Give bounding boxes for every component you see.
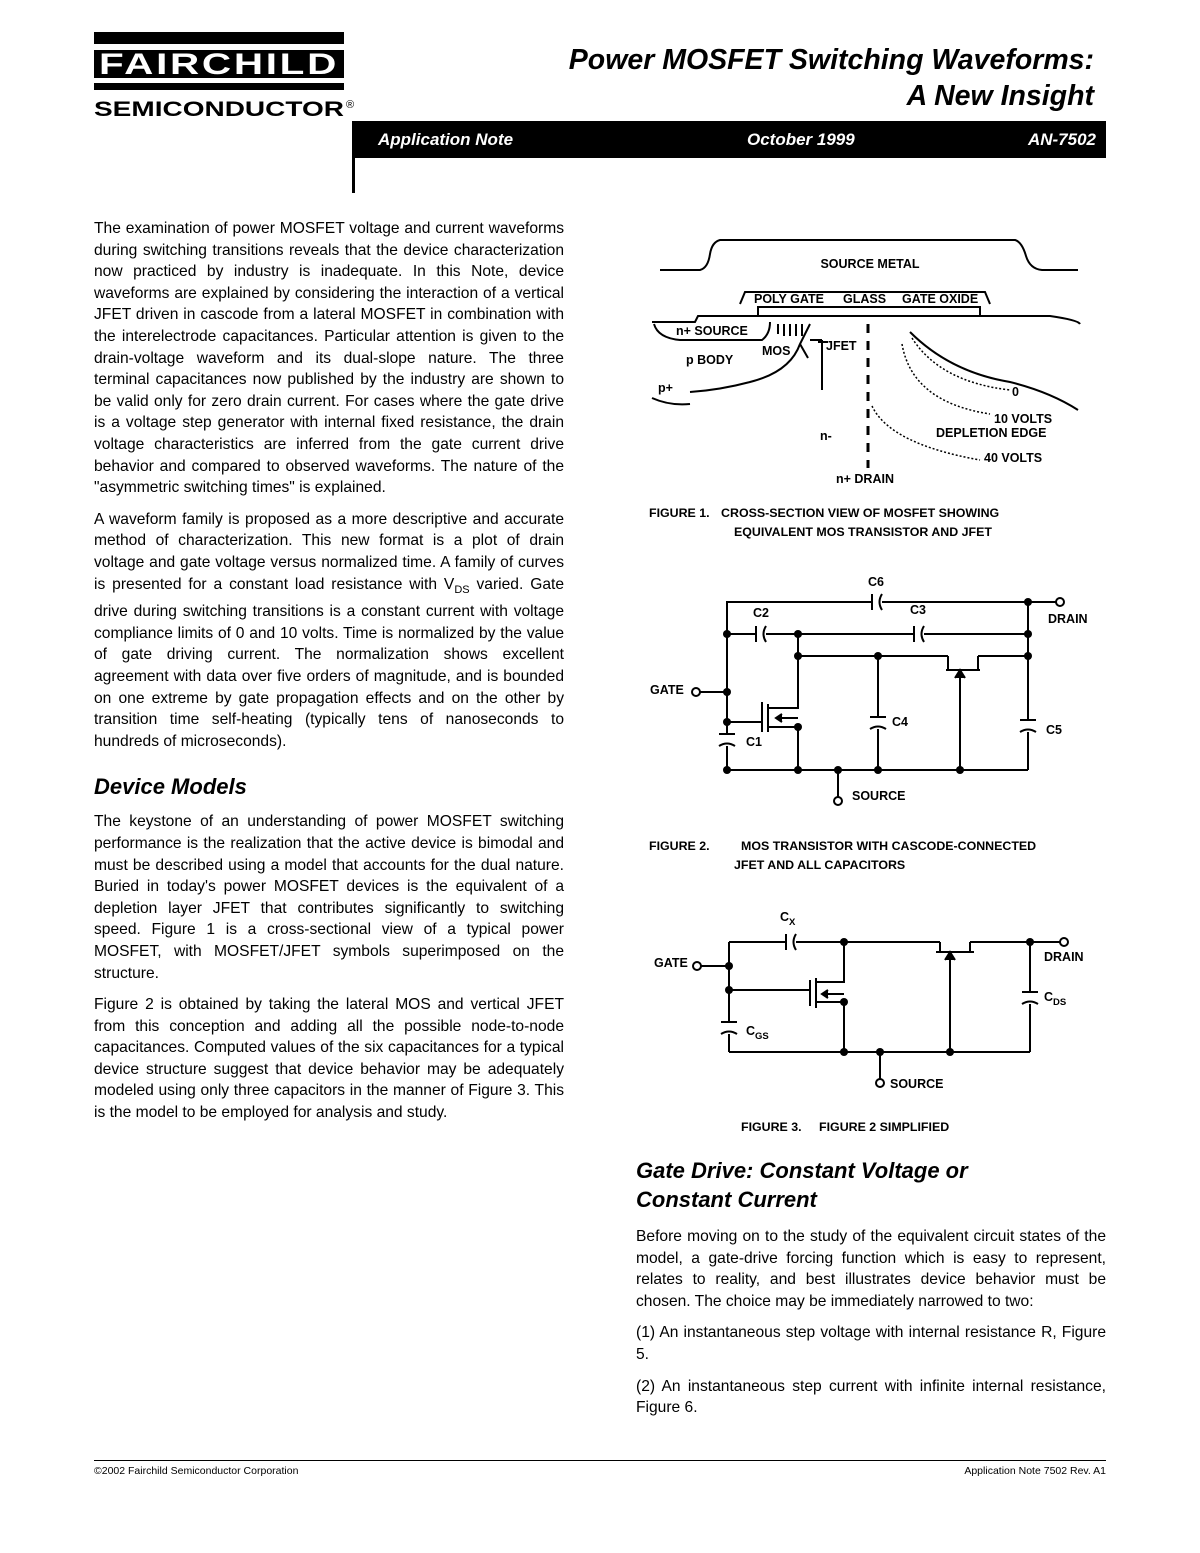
figure-3-simplified-circuit	[650, 906, 1100, 1096]
fig2-caption-line-1: MOS TRANSISTOR WITH CASCODE-CONNECTED	[741, 839, 1037, 853]
fig2-c4-label: C4	[892, 715, 908, 729]
svg-text:FAIRCHILD: FAIRCHILD	[99, 48, 339, 81]
title-line-2: A New Insight	[906, 80, 1094, 112]
fig1-40-volts-label: 40 VOLTS	[984, 451, 1043, 465]
fig3-source-label: SOURCE	[890, 1077, 944, 1091]
fig3-drain-label: DRAIN	[1044, 950, 1084, 964]
fig1-caption-number: FIGURE 1.	[649, 506, 710, 520]
gate-drive-option-1: (1) An instantaneous step voltage with internal resistance R, Figure 5.	[636, 1324, 1106, 1363]
fig1-n-minus-label: n-	[820, 429, 832, 443]
fig2-caption-line-2: JFET AND ALL CAPACITORS	[734, 858, 906, 872]
fig1-depletion-edge-label: DEPLETION EDGE	[936, 426, 1047, 440]
fig1-mos-label: MOS	[762, 344, 791, 358]
fig1-caption-line-1: CROSS-SECTION VIEW OF MOSFET SHOWING	[721, 506, 1000, 520]
fig2-c5-label: C5	[1046, 723, 1062, 737]
svg-text:®: ®	[346, 99, 355, 111]
intro-paragraph-2	[94, 509, 564, 753]
svg-text:CX	[780, 910, 796, 928]
p2-text-a: A waveform family is proposed as a more descriptive and accurate method of characterization. This new format is a plot of drain voltage and gate voltage versus normalized time. A family of curves is presented for a constant load resistance with V	[94, 510, 564, 593]
fig1-source-metal-label: SOURCE METAL	[820, 257, 920, 271]
p2-subscript: DS	[454, 583, 470, 596]
gate-drive-heading-line-1: Gate Drive: Constant Voltage or	[636, 1158, 968, 1183]
fig1-gate-oxide-label: GATE OXIDE	[902, 292, 979, 306]
fig2-c3-label: C3	[910, 603, 926, 617]
fig2-drain-label: DRAIN	[1048, 612, 1088, 626]
fig3-cds-label: C	[1044, 990, 1054, 1004]
fig3-cgs-subscript: GS	[755, 1031, 769, 1042]
title-line-1: Power MOSFET Switching Waveforms:	[568, 44, 1094, 76]
fig1-n-drain-label: n+ DRAIN	[836, 472, 894, 486]
figure-2-circuit	[650, 572, 1100, 812]
doc-number-label: AN-7502	[1027, 130, 1096, 149]
fig1-glass-label: GLASS	[843, 292, 887, 306]
fig1-n-source-label: n+ SOURCE	[676, 324, 748, 338]
footer-doc-revision: Application Note 7502 Rev. A1	[964, 1465, 1106, 1477]
document-title	[569, 42, 1094, 114]
fig3-cx-label: C	[780, 910, 790, 924]
fig1-poly-gate-label: POLY GATE	[754, 292, 824, 306]
fig2-caption-number: FIGURE 2.	[649, 839, 710, 853]
fig2-gate-label: GATE	[650, 683, 684, 697]
fig3-caption-number: FIGURE 3.	[741, 1120, 802, 1134]
gate-drive-option-2: (2) An instantaneous step current with infinite internal resistance, Figure 6.	[636, 1377, 1106, 1417]
doc-type-label: Application Note	[378, 130, 514, 149]
footer-rule	[94, 1460, 1106, 1461]
fig3-cds-subscript: DS	[1053, 997, 1067, 1008]
gate-drive-heading-line-2: Constant Current	[636, 1187, 817, 1212]
fig1-zero-volts-label: 0	[1012, 385, 1019, 399]
fig2-c2-label: C2	[753, 606, 769, 620]
fig2-c6-label: C6	[868, 575, 884, 589]
footer-copyright: ©2002 Fairchild Semiconductor Corporation	[94, 1465, 299, 1477]
svg-text:SEMICONDUCTOR: SEMICONDUCTOR	[94, 98, 344, 121]
section-heading-gate-drive	[636, 1156, 1106, 1214]
fig1-p-body-label: p BODY	[686, 353, 734, 367]
figure-1-cross-section	[650, 232, 1090, 492]
figure-2-caption	[649, 837, 1036, 875]
svg-text:CDS	[1044, 990, 1066, 1008]
fig2-c1-label: C1	[746, 735, 762, 749]
fig1-p-plus-label: p+	[658, 381, 673, 395]
fig3-gate-label: GATE	[654, 956, 688, 970]
fig1-caption-line-2: EQUIVALENT MOS TRANSISTOR AND JFET	[734, 525, 992, 539]
device-models-paragraph-2: Figure 2 is obtained by taking the lateral MOS and vertical JFET from this conception and adding all the possible node-to-node capacitances. Computed values of the six capacitances for a typical device structure suggest that device behavior may be adequately modeled using only three capacitors in the manner of Figure 3. This is the model to be employed for analysis and study.	[94, 996, 564, 1122]
fairchild-logo-graphic	[94, 30, 364, 122]
left-column	[94, 218, 564, 1134]
gate-drive-paragraph-1: Before moving on to the study of the equivalent circuit states of the model, a gate-drive forcing function which is easy to represent, relates to reality, and best illustrates device behavior must be chosen. The choice may be immediately narrowed to two:	[636, 1228, 1106, 1310]
fig2-source-label: SOURCE	[852, 789, 906, 803]
fig3-caption-text: FIGURE 2 SIMPLIFIED	[819, 1120, 950, 1134]
figure-3-caption	[741, 1118, 949, 1137]
p2-text-b: varied. Gate drive during switching transitions is a constant current with voltage compliance limits of 0 and 10 volts. Time is normalized by the value of gate driving current. The normalization shows excellent agreement with data over five orders of magnitude, and is bounded on one extreme by gate propagation effects and on the other by transition time self-heating (typically tens of nanoseconds to hundreds of microseconds).	[94, 575, 565, 750]
fig1-jfet-label: JFET	[826, 339, 857, 353]
company-logo	[94, 30, 364, 122]
doc-date-label: October 1999	[747, 130, 855, 149]
figure-1-caption	[649, 504, 999, 542]
fig3-cgs-label: C	[746, 1024, 756, 1038]
svg-text:CGS	[746, 1024, 769, 1042]
header-bar	[354, 121, 1106, 158]
right-column	[636, 1156, 1106, 1429]
fig1-10-volts-label: 10 VOLTS	[994, 412, 1053, 426]
section-heading-device-models: Device Models	[94, 774, 247, 800]
device-models-paragraph-1: The keystone of an understanding of power MOSFET switching performance is the realization that the active device is bimodal and must be described using a model that accounts for the dual nature. Buried in today's power MOSFET devices is the equivalent of a depletion layer JFET that contributes significantly to switching speed. Figure 1 is a cross-sectional view of a typical power MOSFET, with MOSFET/JFET symbols superimposed on the structure.	[94, 813, 564, 982]
fig3-cx-subscript: X	[789, 917, 796, 928]
intro-paragraph-1: The examination of power MOSFET voltage and current waveforms during switching transitions reveals that the device characterization now practiced by industry is inadequate. In this Note, device waveforms are explained by considering the interaction of a vertical JFET driven in cascode from a lateral MOSFET in combination with the interelectrode capacitances. Particular attention is given to the drain-voltage waveform and its dual-slope nature. The three terminal capacitances now published by the industry are shown to be valid only for zero drain current. For cases where the gate drive is a voltage step generator with internal fixed resistance, the drain voltage characteristics are inferred from the gate current drive behavior and compared to observed waveforms. The nature of the "asymmetric switching times" is explained.	[94, 220, 564, 497]
